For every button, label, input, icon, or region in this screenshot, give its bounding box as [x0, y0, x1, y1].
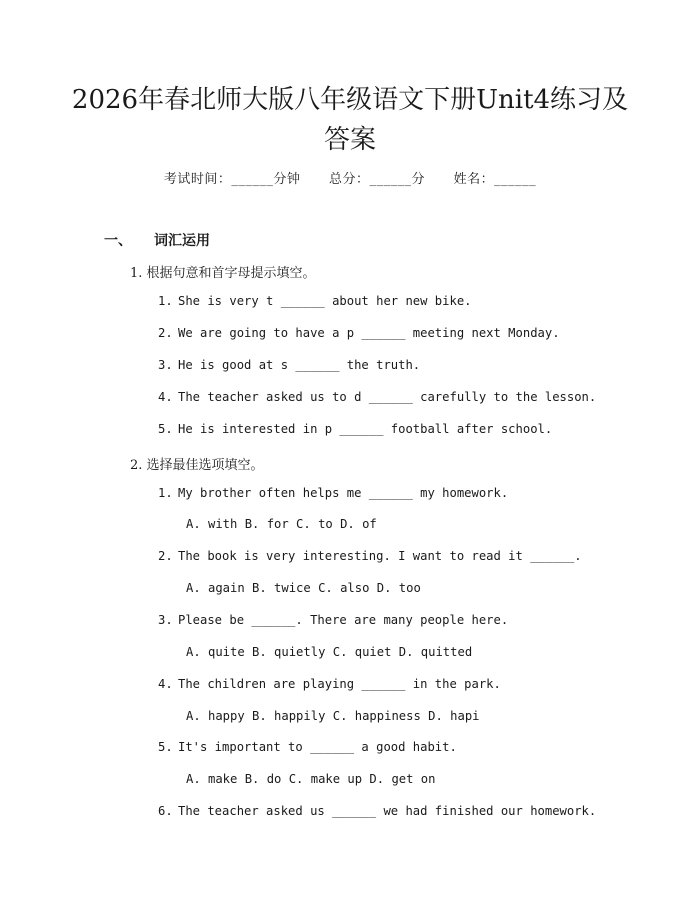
item-number: 3. — [158, 613, 173, 627]
document-title: 2026年春北师大版八年级语文下册Unit4练习及答案 — [71, 85, 629, 155]
q2-options: A. with B. for C. to D. of — [186, 517, 377, 531]
item-number: 5. — [158, 740, 173, 754]
item-text: He is good at s ______ the truth. — [178, 358, 421, 372]
item-number: 1. — [158, 486, 173, 500]
q1-item — [158, 390, 596, 404]
exam-total-score: 总分：______分 — [328, 172, 425, 187]
q2-item — [158, 804, 596, 818]
item-number: 3. — [158, 358, 173, 372]
exam-meta — [0, 168, 700, 187]
section-number: 一、 — [104, 233, 132, 249]
item-text: Please be ______. There are many people here. — [178, 613, 509, 627]
item-text: The book is very interesting. I want to read it ______. — [178, 549, 582, 563]
q2-options: A. again B. twice C. also D. too — [186, 581, 421, 595]
section-title: 词汇运用 — [154, 233, 210, 249]
item-text: She is very t ______ about her new bike. — [178, 294, 472, 308]
item-number: 5. — [158, 422, 173, 436]
q1-item — [158, 358, 420, 372]
item-number: 4. — [158, 677, 173, 691]
item-text: He is interested in p ______ football after school. — [178, 422, 553, 436]
item-number: 2. — [158, 549, 173, 563]
question-1-label: 1. 根据句意和首字母提示填空。 — [130, 266, 316, 281]
q2-options: A. happy B. happily C. happiness D. hapi — [186, 709, 480, 723]
q2-item — [158, 677, 501, 691]
item-number: 4. — [158, 390, 173, 404]
q2-options: A. make B. do C. make up D. get on — [186, 772, 436, 786]
item-number: 1. — [158, 294, 173, 308]
q1-item — [158, 326, 560, 340]
item-text: We are going to have a p ______ meeting next Monday. — [178, 326, 560, 340]
q2-options: A. quite B. quietly C. quiet D. quitted — [186, 645, 473, 659]
q2-item — [158, 486, 508, 500]
item-text: The children are playing ______ in the park. — [178, 677, 501, 691]
question-2-label: 2. 选择最佳选项填空。 — [130, 458, 264, 473]
q2-item — [158, 613, 508, 627]
student-name-field: 姓名：______ — [453, 172, 537, 187]
item-number: 2. — [158, 326, 173, 340]
item-text: The teacher asked us ______ we had finished our homework. — [178, 804, 597, 818]
item-text: My brother often helps me ______ my homework. — [178, 486, 509, 500]
q1-item — [158, 294, 472, 308]
section-heading — [104, 230, 210, 250]
item-text: The teacher asked us to d ______ carefully to the lesson. — [178, 390, 597, 404]
item-text: It's important to ______ a good habit. — [178, 740, 457, 754]
exam-time: 考试时间：______分钟 — [163, 172, 301, 187]
q2-item — [158, 740, 457, 754]
q1-item — [158, 422, 552, 436]
item-number: 6. — [158, 804, 173, 818]
q2-item — [158, 549, 582, 563]
